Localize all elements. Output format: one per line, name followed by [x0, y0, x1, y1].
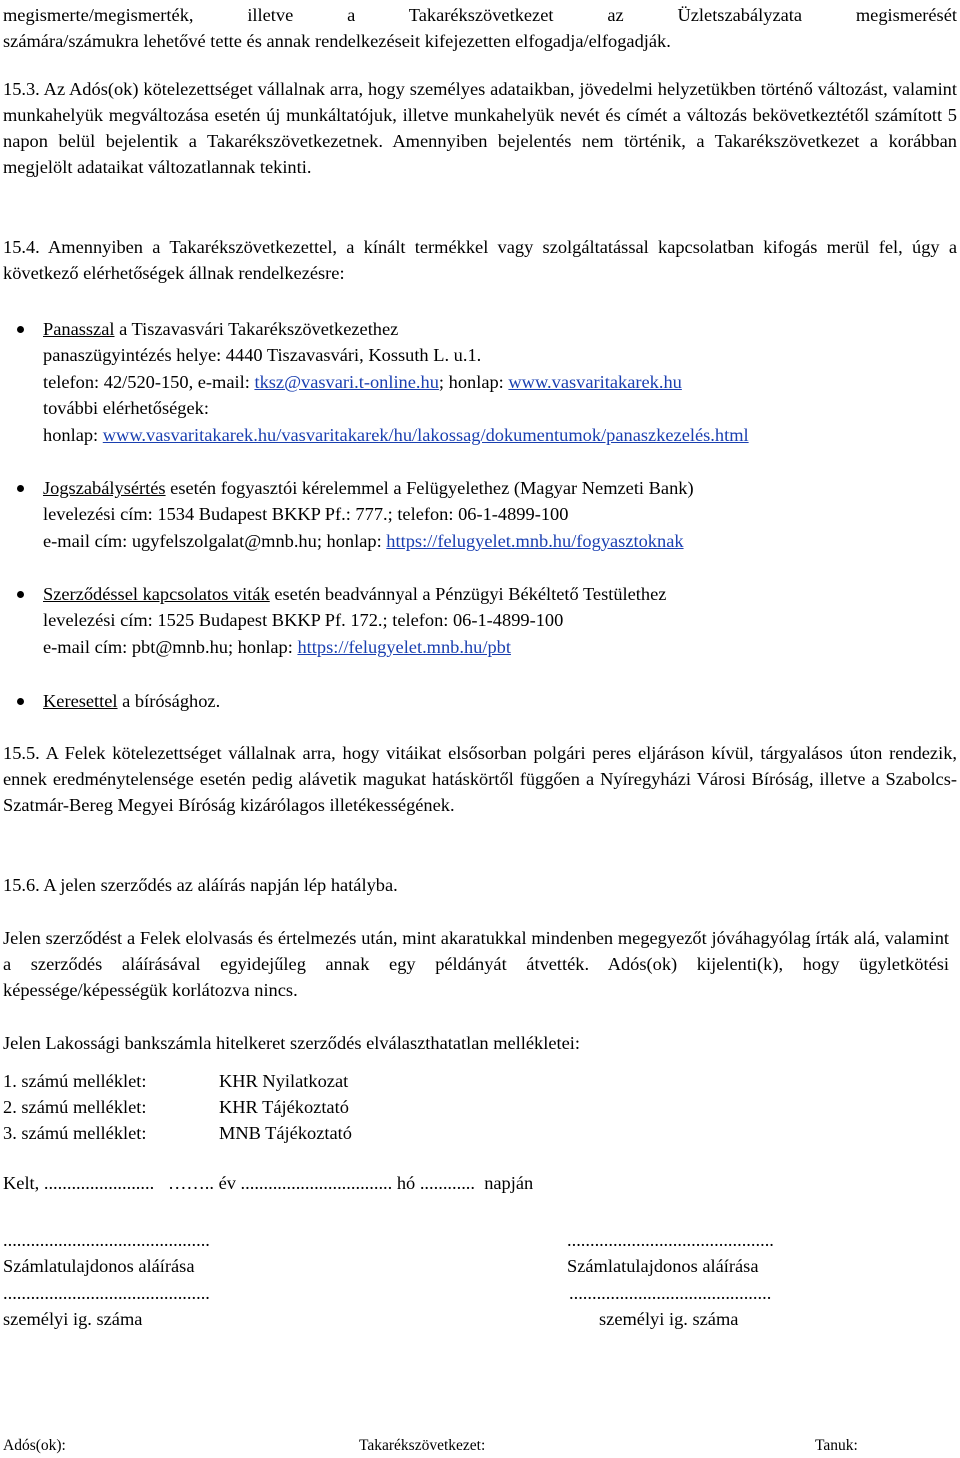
complaint-address: panaszügyintézés helye: 4440 Tiszavasvári, Kossuth L. u.1. [43, 345, 482, 366]
mnb-consumer-link[interactable]: https://felugyelet.mnb.hu/fogyasztoknak [386, 530, 684, 551]
bullet-dot-icon [17, 485, 24, 492]
annex-value: KHR Nyilatkozat [219, 1071, 349, 1091]
signature-label: Számlatulajdonos aláírása [3, 1256, 195, 1276]
pbt-contact [43, 634, 953, 660]
complaint-page-link[interactable]: www.vasvaritakarek.hu/vasvaritakarek/hu/lakossag/dokumentumok/panaszkezelés.html [102, 424, 749, 445]
id-line: ............................................ [569, 1283, 772, 1303]
annex-item [3, 1120, 352, 1146]
contact-text: ; honlap: [438, 371, 509, 392]
signature-line: ............................................. [3, 1230, 210, 1250]
email-link[interactable]: tksz@vasvari.t-online.hu [254, 371, 439, 392]
mnb-contact [43, 528, 953, 554]
contact-text: e-mail cím: pbt@mnb.hu; honlap: [43, 636, 298, 657]
bullet-lead: Panasszal [43, 319, 115, 339]
signature-label: Számlatulajdonos aláírása [567, 1256, 759, 1276]
bullet-legal-violation [43, 475, 953, 554]
bullet-lead: Szerződéssel kapcsolatos viták [43, 584, 270, 604]
bullet-complaint [43, 316, 953, 448]
annex-intro: Jelen Lakossági bankszámla hitelkeret szerződés elválaszthatatlan mellékletei: [3, 1033, 581, 1053]
closing-paragraph: Jelen szerződést a Felek elolvasás és értelmezés után, mint akaratukkal mindenben megegyezőt jóváhagyólag írták alá, valamint a szerződés aláírásával egyidejűleg annak egy példányát átvették. Adós(ok) kijelenti(k), hogy ügyletkötési képessége/képességük korlátozva nincs. [3, 928, 949, 1000]
complaint-contact [43, 369, 953, 395]
complaint-url-line [43, 422, 953, 448]
section-15-5: 15.5. A Felek kötelezettséget vállalnak arra, hogy vitáikat elsősorban polgári peres eljáráson kívül, tárgyalásos úton rendezik, ennek eredménytelensége esetén pedig alávetik magukat hatáskörtől függően a Nyíregyházi Városi Bíróság, illetve a Szabolcs-Szatmár-Bereg Megyei Bíróság kizárólagos illetékességének. [3, 743, 957, 815]
footer-bank: Takarékszövetkezet: [359, 1437, 486, 1454]
bullet-text: a Tiszavasvári Takarékszövetkezethez [114, 319, 399, 339]
bullet-lead: Jogszabálysértés [43, 478, 166, 498]
id-label: személyi ig. száma [599, 1309, 739, 1329]
signature-block-1 [3, 1227, 210, 1279]
id-block-1 [3, 1280, 210, 1332]
annex-item [3, 1094, 349, 1120]
contact-text: telefon: 42/520-150, e-mail: [43, 371, 255, 392]
id-label: személyi ig. száma [3, 1309, 143, 1329]
bullet-lawsuit [43, 688, 953, 714]
bullet-text: esetén fogyasztói kérelemmel a Felügyelethez (Magyar Nemzeti Bank) [165, 478, 694, 498]
section-15-6: 15.6. A jelen szerződés az aláírás napján lép hatályba. [3, 875, 398, 895]
bullet-dot-icon [17, 326, 24, 333]
annex-value: KHR Tájékoztató [219, 1097, 349, 1117]
footer-witness: Tanuk: [815, 1437, 858, 1454]
bullet-text: esetén beadvánnyal a Pénzügyi Békéltető Testülethez [269, 584, 667, 604]
intro-line-1: megismerte/megismerték, illetve a Takarékszövetkezet az Üzletszabályzata megismerését [3, 5, 957, 25]
pbt-address: levelezési cím: 1525 Budapest BKKP Pf. 172.; telefon: 06-1-4899-100 [43, 610, 564, 631]
date-line: Kelt, ........................ …….. év ................................. hó ............ napján [3, 1173, 534, 1193]
mnb-address: levelezési cím: 1534 Budapest BKKP Pf.: 777.; telefon: 06-1-4899-100 [43, 504, 569, 525]
website-link[interactable]: www.vasvaritakarek.hu [508, 371, 682, 392]
annex-label: 1. számú melléklet: [3, 1071, 147, 1091]
bullet-dot-icon [17, 591, 24, 598]
bullet-text: a bírósághoz. [117, 691, 221, 711]
id-line: ............................................. [3, 1283, 210, 1303]
section-15-3: 15.3. Az Adós(ok) kötelezettséget vállalnak arra, hogy személyes adataikban, jövedelmi helyzetükben történő változást, valamint munkahelyük megváltozása esetén új munkáltatójuk, illetve munkahelyük nevét és címét a változás bekövetkeztétől számított 5 napon belül bejelentik a Takarékszövetkezetnek. Amennyiben bejelentés nem történik, a Takarékszövetkezet a korábban megjelölt adataikat változatlannak tekinti. [3, 79, 957, 177]
footer-debtor: Adós(ok): [3, 1437, 66, 1454]
signature-line: ............................................. [567, 1230, 774, 1250]
annex-label: 2. számú melléklet: [3, 1097, 147, 1117]
annex-value: MNB Tájékoztató [219, 1123, 352, 1143]
intro-paragraph [3, 2, 957, 54]
annex-label: 3. számú melléklet: [3, 1123, 147, 1143]
intro-line-2: számára/számukra lehetővé tette és annak rendelkezéseit kifejezetten elfogadja/elfogadják. [3, 31, 671, 51]
annex-item [3, 1068, 348, 1094]
pbt-link[interactable]: https://felugyelet.mnb.hu/pbt [297, 636, 511, 657]
signature-block-2 [567, 1227, 774, 1279]
id-block-2 [569, 1280, 771, 1332]
bullet-lead: Keresettel [43, 691, 118, 711]
bullet-dot-icon [17, 698, 24, 705]
contact-text: honlap: [43, 424, 103, 445]
contact-text: e-mail cím: ugyfelszolgalat@mnb.hu; honlap: [43, 530, 387, 551]
section-15-4: 15.4. Amennyiben a Takarékszövetkezettel, a kínált termékkel vagy szolgáltatással kapcsolatban kifogás merül fel, úgy a következő elérhetőségek állnak rendelkezésre: [3, 237, 957, 283]
bullet-contract-disputes [43, 581, 953, 660]
more-contacts: további elérhetőségek: [43, 398, 209, 419]
